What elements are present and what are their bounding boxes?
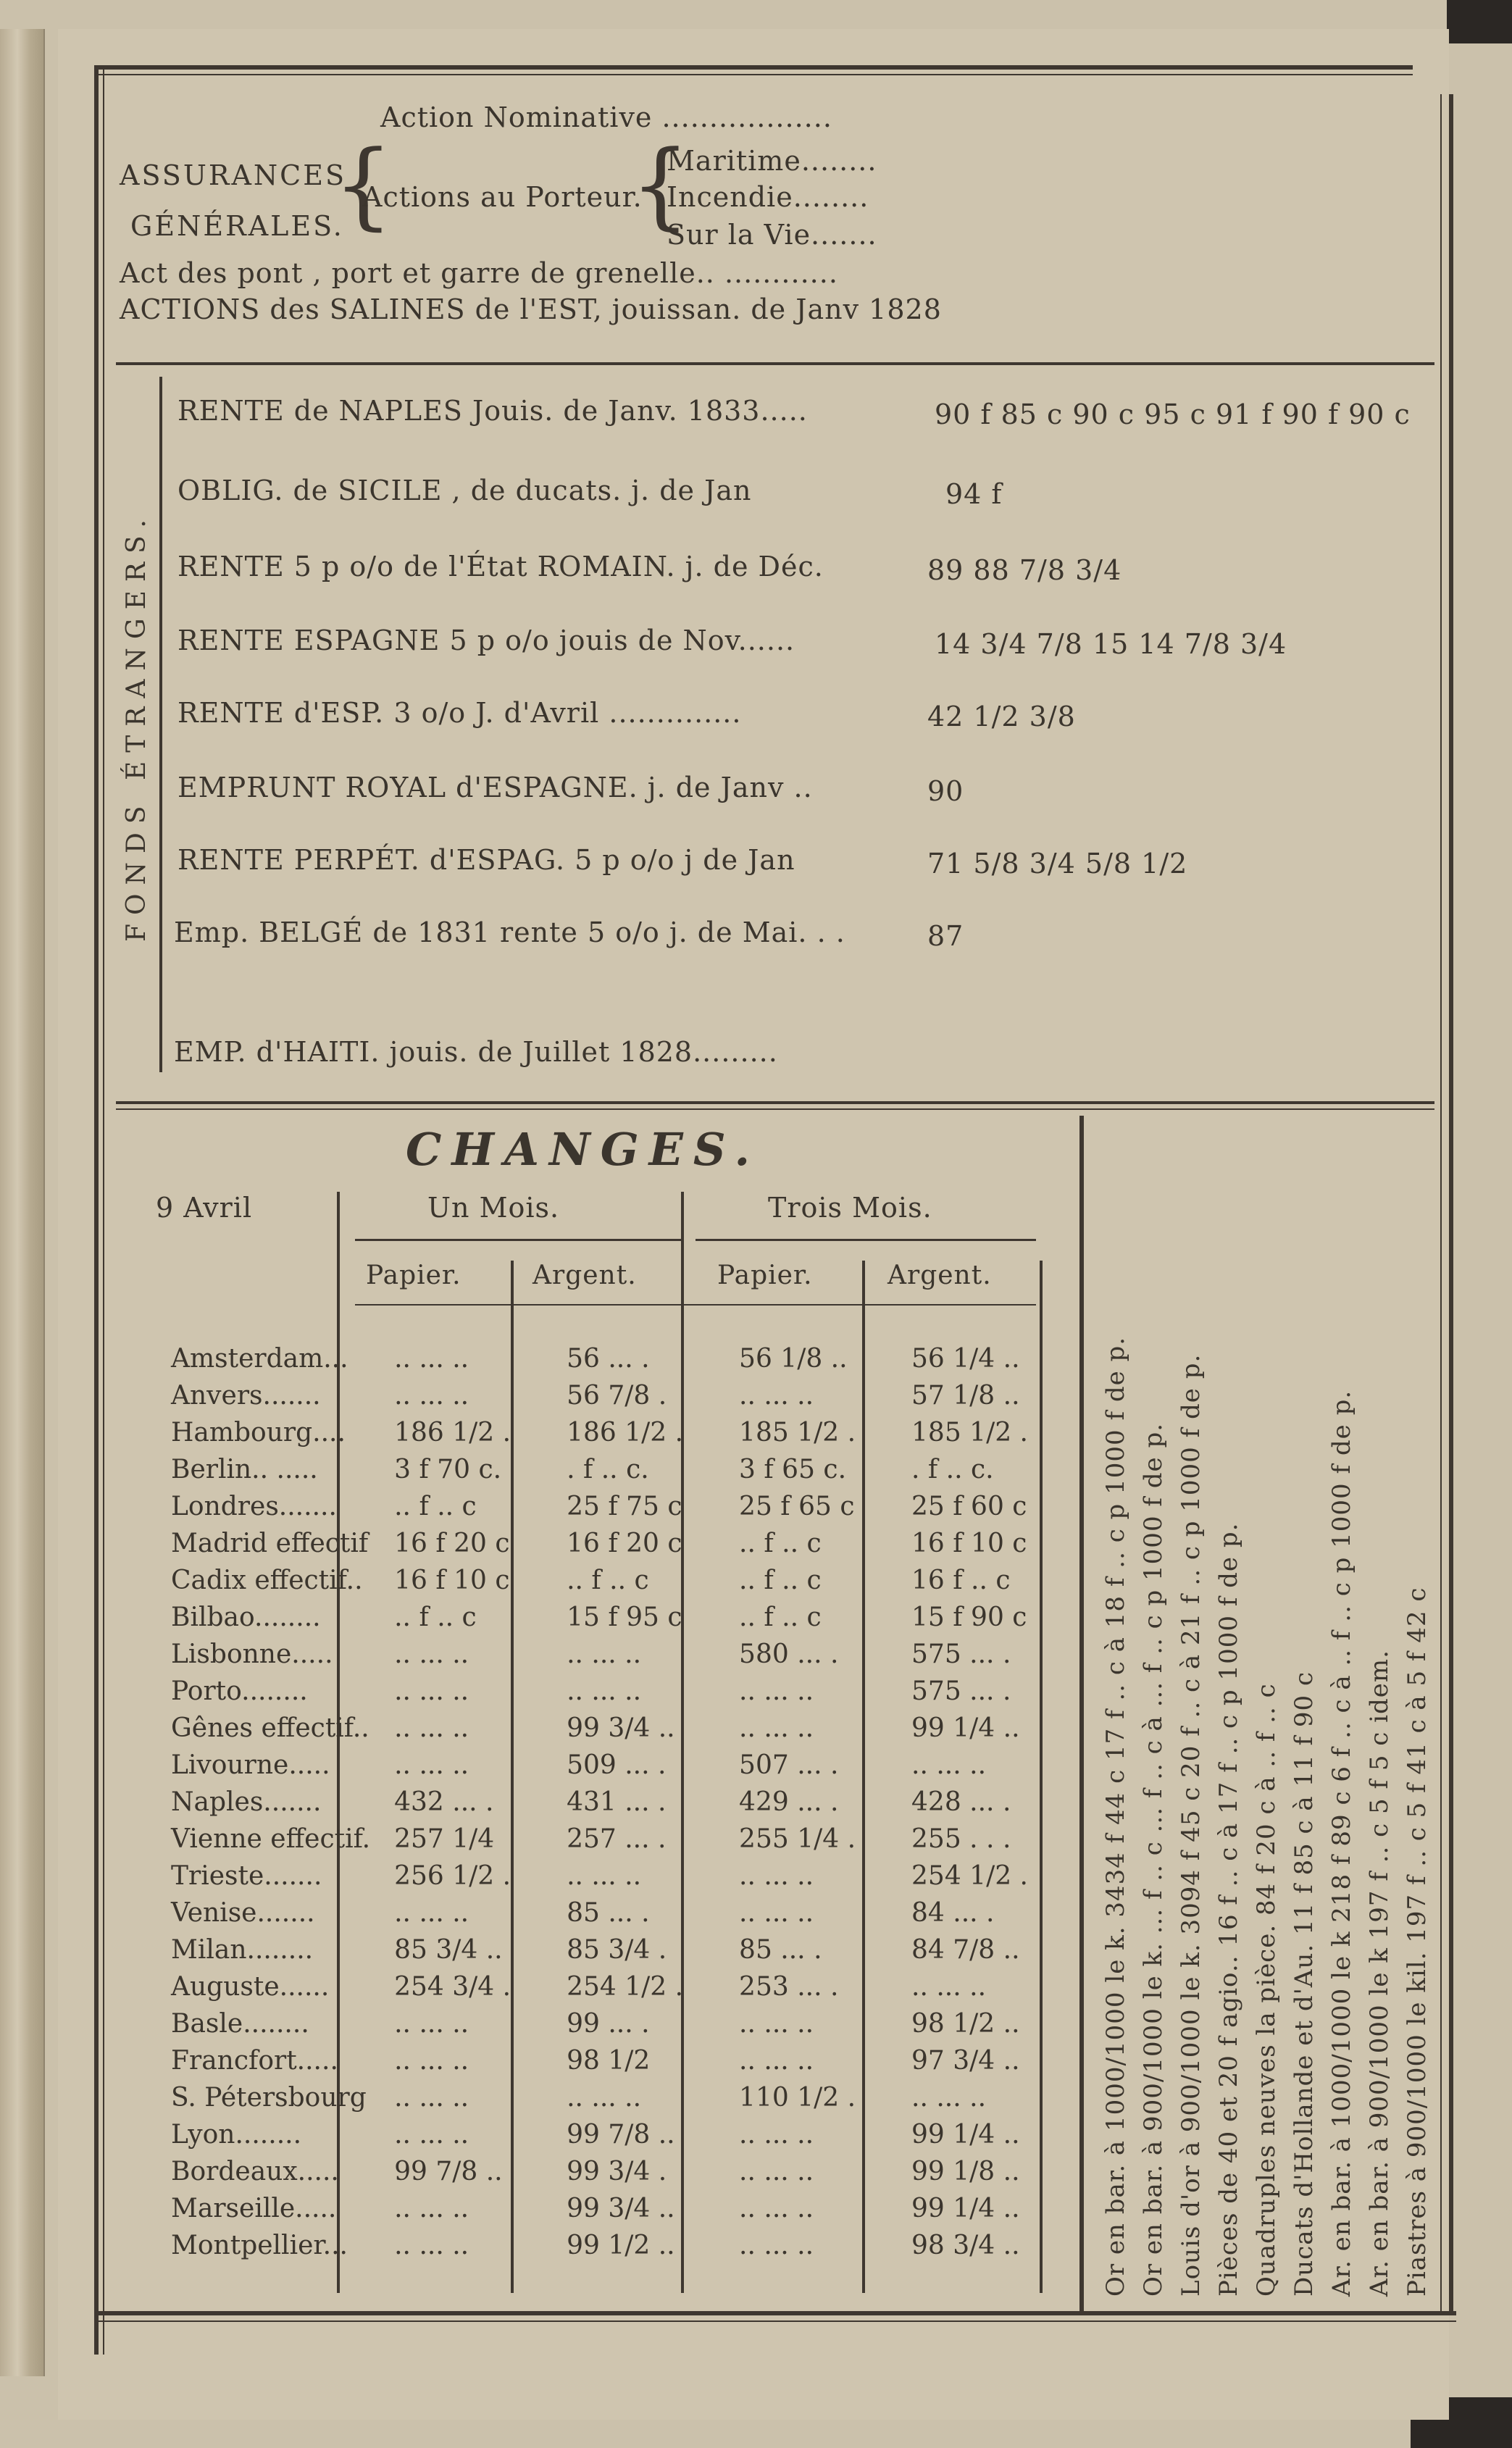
argent-3-cell: .. ... .. <box>911 2083 987 2113</box>
changes-title: CHANGES. <box>406 1123 761 1176</box>
city-cell: Marseille..... <box>171 2194 337 2223</box>
papier-3-cell: 110 1/2 . <box>739 2083 856 2113</box>
actions-salines: ACTIONS des SALINES de l'EST, jouissan. de Janv 1828 <box>120 293 942 325</box>
section-rule-2 <box>116 1101 1434 1104</box>
argent-1-cell: . f .. c. <box>567 1455 649 1484</box>
papier-3-cell: .. f .. c <box>739 1566 822 1595</box>
assurances-label-2: GÉNÉRALES. <box>130 210 344 242</box>
papier-1-cell: 257 1/4 <box>394 1824 495 1854</box>
col-sep-metaux <box>1079 1116 1084 2311</box>
frame-top-inner <box>94 74 1413 75</box>
papier-1-cell: .. f .. c <box>394 1492 477 1521</box>
city-cell: Livourne..... <box>171 1750 330 1780</box>
fonds-row-value: 89 88 7/8 3/4 <box>927 554 1122 586</box>
argent-1-cell: .. ... .. <box>567 1861 642 1891</box>
table-row <box>167 1821 1079 1858</box>
table-row <box>167 2116 1079 2153</box>
table-row <box>167 2190 1079 2227</box>
city-cell: Francfort..... <box>171 2046 338 2076</box>
argent-3-cell: 56 1/4 .. <box>911 1344 1020 1374</box>
frame-bottom-inner <box>94 2320 1456 2322</box>
papier-3-cell: .. ... .. <box>739 2046 814 2076</box>
maritime: Maritime........ <box>667 145 877 177</box>
papier-1-cell: 254 3/4 . <box>394 1972 511 2002</box>
fonds-row-value: 90 <box>927 775 964 807</box>
argent-3-cell: 84 7/8 .. <box>911 1935 1020 1965</box>
papier-1-cell: 16 f 10 c <box>394 1566 510 1595</box>
city-cell: Cadix effectif.. <box>171 1566 363 1595</box>
papier-3-cell: .. ... .. <box>739 2009 814 2039</box>
argent-3-cell: 99 1/4 .. <box>911 1713 1020 1743</box>
papier-1-cell: .. ... .. <box>394 2046 469 2076</box>
city-cell: Porto........ <box>171 1676 308 1706</box>
metaux-line: Quadruples neuves la pièce. 84 f 20 c à .. f .. c <box>1252 1683 1281 2297</box>
city-cell: Trieste....... <box>171 1861 322 1891</box>
frame-left <box>94 65 99 2355</box>
argent-3-cell: .. ... .. <box>911 1750 987 1780</box>
brace-left: { <box>333 130 393 240</box>
table-row <box>167 1636 1079 1673</box>
assurances-label-1: ASSURANCES <box>120 159 347 191</box>
argent-1-cell: 56 7/8 . <box>567 1381 667 1411</box>
argent-3-cell: 99 1/4 .. <box>911 2194 1020 2223</box>
frame-right <box>1449 94 1453 2311</box>
papier-1-cell: .. ... .. <box>394 1381 469 1411</box>
fonds-row-value: 87 <box>927 920 964 952</box>
argent-1-cell: .. ... .. <box>567 1639 642 1669</box>
city-cell: Londres....... <box>171 1492 337 1521</box>
city-cell: Gênes effectif.. <box>171 1713 369 1743</box>
papier-3-cell: 507 ... . <box>739 1750 839 1780</box>
argent-3-cell: 15 f 90 c <box>911 1603 1027 1632</box>
papier-3-cell: .. ... .. <box>739 2157 814 2186</box>
table-row <box>167 1562 1079 1599</box>
city-cell: Auguste...... <box>171 1972 330 2002</box>
city-cell: Bilbao........ <box>171 1603 321 1632</box>
city-cell: Vienne effectif. <box>171 1824 371 1854</box>
fonds-row-label: EMPRUNT ROYAL d'ESPAGNE. j. de Janv .. <box>177 772 813 803</box>
frame-top <box>94 65 1413 70</box>
argent-3-cell: 97 3/4 .. <box>911 2046 1020 2076</box>
fonds-row-label: Emp. BELGÉ de 1831 rente 5 o/o j. de Mai. . . <box>174 916 845 948</box>
papier-1-cell: .. ... .. <box>394 2120 469 2150</box>
metaux-line: Piastres à 900/1000 le kil. 197 f .. c 5 f 41 c à 5 f 42 c <box>1403 1587 1432 2297</box>
argent-1-cell: 99 3/4 .. <box>567 1713 675 1743</box>
papier-3-header: Papier. <box>717 1261 813 1290</box>
action-nominative: Action Nominative .................. <box>380 101 832 133</box>
argent-1-cell: 257 ... . <box>567 1824 667 1854</box>
changes-date: 9 Avril <box>156 1192 253 1224</box>
metaux-line: Or en bar. à 900/1000 le k. ... f .. c ... f .. c à ... f .. c p 1000 f de p. <box>1139 1422 1168 2297</box>
metaux-line: Ducats d'Hollande et d'Au. 11 f 85 c à 11 f 90 c <box>1290 1671 1319 2297</box>
argent-3-cell: 98 3/4 .. <box>911 2231 1020 2260</box>
argent-1-cell: .. ... .. <box>567 1676 642 1706</box>
argent-3-cell: 254 1/2 . <box>911 1861 1028 1891</box>
scan-corner <box>1447 0 1512 43</box>
argent-3-cell: 428 ... . <box>911 1787 1011 1817</box>
table-row <box>167 1451 1079 1488</box>
fonds-row-label: EMP. d'HAITI. jouis. de Juillet 1828......... <box>174 1036 778 1068</box>
argent-1-cell: 99 1/2 .. <box>567 2231 675 2260</box>
papier-1-cell: 432 ... . <box>394 1787 494 1817</box>
argent-1-cell: 16 f 20 c <box>567 1529 682 1558</box>
papier-3-cell: .. ... .. <box>739 1676 814 1706</box>
argent-1-cell: .. f .. c <box>567 1566 649 1595</box>
table-row <box>167 1895 1079 1931</box>
table-row <box>167 1710 1079 1747</box>
city-cell: Hambourg.... <box>171 1418 346 1448</box>
table-row <box>167 1673 1079 1710</box>
table-row <box>167 1599 1079 1636</box>
city-cell: Venise....... <box>171 1898 315 1928</box>
city-cell: Lisbonne..... <box>171 1639 333 1669</box>
argent-3-cell: . f .. c. <box>911 1455 994 1484</box>
argent-3-cell: .. ... .. <box>911 1972 987 2002</box>
papier-1-header: Papier. <box>366 1261 461 1290</box>
papier-3-cell: 56 1/8 .. <box>739 1344 848 1374</box>
papier-3-cell: .. ... .. <box>739 2120 814 2150</box>
papier-3-cell: 253 ... . <box>739 1972 839 2002</box>
papier-1-cell: .. ... .. <box>394 1713 469 1743</box>
metaux-line: Or en bar. à 1000/1000 le k. 3434 f 44 c 17 f .. c à 18 f .. c p 1000 f de p. <box>1101 1336 1130 2297</box>
incendie: Incendie........ <box>667 181 869 213</box>
papier-1-cell: .. ... .. <box>394 1344 469 1374</box>
papier-3-cell: 85 ... . <box>739 1935 822 1965</box>
papier-3-cell: 255 1/4 . <box>739 1824 856 1854</box>
papier-3-cell: .. ... .. <box>739 1861 814 1891</box>
argent-1-header: Argent. <box>532 1261 637 1290</box>
papier-3-cell: 580 ... . <box>739 1639 839 1669</box>
fonds-bracket <box>159 377 162 1072</box>
frame-right-inner <box>1440 94 1442 2311</box>
argent-1-cell: 56 ... . <box>567 1344 650 1374</box>
papier-1-cell: .. ... .. <box>394 1898 469 1928</box>
city-cell: Milan........ <box>171 1935 314 1965</box>
city-cell: Anvers....... <box>171 1381 321 1411</box>
fonds-row-value: 42 1/2 3/8 <box>927 701 1076 732</box>
papier-3-cell: 25 f 65 c <box>739 1492 855 1521</box>
un-mois-header: Un Mois. <box>427 1192 560 1224</box>
argent-1-cell: 99 3/4 .. <box>567 2194 675 2223</box>
argent-3-cell: 98 1/2 .. <box>911 2009 1020 2039</box>
fonds-row-value: 94 f <box>945 478 1003 510</box>
argent-3-cell: 185 1/2 . <box>911 1418 1028 1448</box>
argent-3-cell: 99 1/8 .. <box>911 2157 1020 2186</box>
argent-1-cell: 15 f 95 c <box>567 1603 682 1632</box>
papier-3-cell: .. ... .. <box>739 1898 814 1928</box>
table-row <box>167 2227 1079 2264</box>
fonds-row-label: RENTE PERPÉT. d'ESPAG. 5 p o/o j de Jan <box>177 844 795 876</box>
papier-1-cell: 85 3/4 .. <box>394 1935 503 1965</box>
table-row <box>167 2042 1079 2079</box>
papier-1-cell: .. ... .. <box>394 2009 469 2039</box>
city-cell: Montpellier... <box>171 2231 348 2260</box>
argent-1-cell: 85 ... . <box>567 1898 650 1928</box>
trois-mois-header: Trois Mois. <box>768 1192 932 1224</box>
argent-3-cell: 99 1/4 .. <box>911 2120 1020 2150</box>
changes-table <box>167 1340 1079 2264</box>
papier-3-cell: .. f .. c <box>739 1529 822 1558</box>
papier-3-cell: .. ... .. <box>739 2231 814 2260</box>
argent-1-cell: 254 1/2 . <box>567 1972 684 2002</box>
fonds-row-label: RENTE de NAPLES Jouis. de Janv. 1833..... <box>177 395 808 427</box>
metaux-line: Ar. en bar. à 900/1000 le k 197 f .. c 5 f 5 c idem. <box>1365 1650 1394 2297</box>
table-row <box>167 1488 1079 1525</box>
papier-1-cell: .. ... .. <box>394 1676 469 1706</box>
table-row <box>167 1747 1079 1784</box>
section-rule-2b <box>116 1108 1434 1110</box>
sur-la-vie: Sur la Vie....... <box>667 219 877 251</box>
argent-1-cell: 431 ... . <box>567 1787 667 1817</box>
table-row <box>167 2005 1079 2042</box>
subheader-underline <box>355 1304 1036 1306</box>
city-cell: Basle........ <box>171 2009 309 2039</box>
papier-3-cell: 185 1/2 . <box>739 1418 856 1448</box>
argent-3-header: Argent. <box>887 1261 992 1290</box>
argent-3-cell: 84 ... . <box>911 1898 995 1928</box>
papier-1-cell: .. ... .. <box>394 1750 469 1780</box>
table-row <box>167 1931 1079 1968</box>
papier-1-cell: .. f .. c <box>394 1603 477 1632</box>
table-row <box>167 2079 1079 2116</box>
brace-right: { <box>630 130 690 240</box>
papier-1-cell: 3 f 70 c. <box>394 1455 502 1484</box>
argent-1-cell: 99 7/8 .. <box>567 2120 675 2150</box>
table-row <box>167 1784 1079 1821</box>
city-cell: Amsterdam... <box>171 1344 348 1374</box>
fonds-row-value: 14 3/4 7/8 15 14 7/8 3/4 <box>935 628 1287 660</box>
papier-1-cell: 186 1/2 . <box>394 1418 511 1448</box>
metaux-line: Ar. en bar. à 1000/1000 le k 218 f 89 c 6 f .. c à .. f .. c p 1000 f de p. <box>1327 1390 1356 2297</box>
fonds-row-value: 71 5/8 3/4 5/8 1/2 <box>927 848 1188 880</box>
city-cell: Berlin.. ..... <box>171 1455 318 1484</box>
argent-3-cell: 255 . . . <box>911 1824 1011 1854</box>
argent-3-cell: 16 f 10 c <box>911 1529 1027 1558</box>
argent-3-cell: 16 f .. c <box>911 1566 1011 1595</box>
act-pont: Act des pont , port et garre de grenelle.. ............ <box>120 257 838 289</box>
table-row <box>167 1968 1079 2005</box>
un-mois-underline <box>355 1239 681 1241</box>
argent-1-cell: 99 ... . <box>567 2009 650 2039</box>
papier-3-cell: .. ... .. <box>739 1713 814 1743</box>
argent-1-cell: 25 f 75 c <box>567 1492 682 1521</box>
argent-1-cell: .. ... .. <box>567 2083 642 2113</box>
frame-left-inner <box>103 65 104 2355</box>
argent-1-cell: 509 ... . <box>567 1750 667 1780</box>
argent-1-cell: 85 3/4 . <box>567 1935 667 1965</box>
papier-1-cell: .. ... .. <box>394 1639 469 1669</box>
papier-1-cell: .. ... .. <box>394 2083 469 2113</box>
papier-3-cell: .. ... .. <box>739 2194 814 2223</box>
argent-3-cell: 25 f 60 c <box>911 1492 1027 1521</box>
table-row <box>167 1414 1079 1451</box>
book-binding <box>0 29 45 2376</box>
fonds-etrangers-label: FONDS ÉTRANGERS. <box>122 511 151 942</box>
papier-3-cell: 3 f 65 c. <box>739 1455 847 1484</box>
section-rule-1 <box>116 362 1434 365</box>
papier-3-cell: .. f .. c <box>739 1603 822 1632</box>
fonds-row-label: OBLIG. de SICILE , de ducats. j. de Jan <box>177 475 752 506</box>
table-row <box>167 2153 1079 2190</box>
city-cell: Bordeaux..... <box>171 2157 339 2186</box>
fonds-row-value: 90 f 85 c 90 c 95 c 91 f 90 f 90 c <box>935 398 1411 430</box>
table-row <box>167 1340 1079 1377</box>
table-row <box>167 1525 1079 1562</box>
table-row <box>167 1858 1079 1895</box>
papier-1-cell: 99 7/8 .. <box>394 2157 503 2186</box>
argent-3-cell: 575 ... . <box>911 1676 1011 1706</box>
city-cell: Lyon........ <box>171 2120 302 2150</box>
metaux-line: Louis d'or à 900/1000 le k. 3094 f 45 c 20 f .. c à 21 f .. c p 1000 f de p. <box>1177 1353 1206 2297</box>
papier-1-cell: .. ... .. <box>394 2194 469 2223</box>
fonds-row-label: RENTE d'ESP. 3 o/o J. d'Avril .............. <box>177 697 742 729</box>
argent-1-cell: 99 3/4 . <box>567 2157 667 2186</box>
actions-porteur: Actions au Porteur. <box>362 181 643 213</box>
papier-3-cell: .. ... .. <box>739 1381 814 1411</box>
papier-3-cell: 429 ... . <box>739 1787 839 1817</box>
fonds-row-label: RENTE ESPAGNE 5 p o/o jouis de Nov...... <box>177 624 795 656</box>
city-cell: Naples....... <box>171 1787 322 1817</box>
city-cell: Madrid effectif <box>171 1529 369 1558</box>
metaux-line: Pièces de 40 et 20 f agio.. 16 f .. c à 17 f .. c p 1000 f de p. <box>1214 1522 1243 2297</box>
city-cell: S. Pétersbourg <box>171 2083 367 2113</box>
argent-3-cell: 575 ... . <box>911 1639 1011 1669</box>
frame-bottom <box>94 2311 1456 2315</box>
argent-1-cell: 186 1/2 . <box>567 1418 684 1448</box>
argent-3-cell: 57 1/8 .. <box>911 1381 1020 1411</box>
fonds-row-label: RENTE 5 p o/o de l'État ROMAIN. j. de Déc. <box>177 551 824 582</box>
ledger-page <box>58 29 1449 2420</box>
papier-1-cell: .. ... .. <box>394 2231 469 2260</box>
table-row <box>167 1377 1079 1414</box>
papier-1-cell: 16 f 20 c <box>394 1529 510 1558</box>
papier-1-cell: 256 1/2 . <box>394 1861 511 1891</box>
argent-1-cell: 98 1/2 <box>567 2046 651 2076</box>
trois-mois-underline <box>696 1239 1036 1241</box>
